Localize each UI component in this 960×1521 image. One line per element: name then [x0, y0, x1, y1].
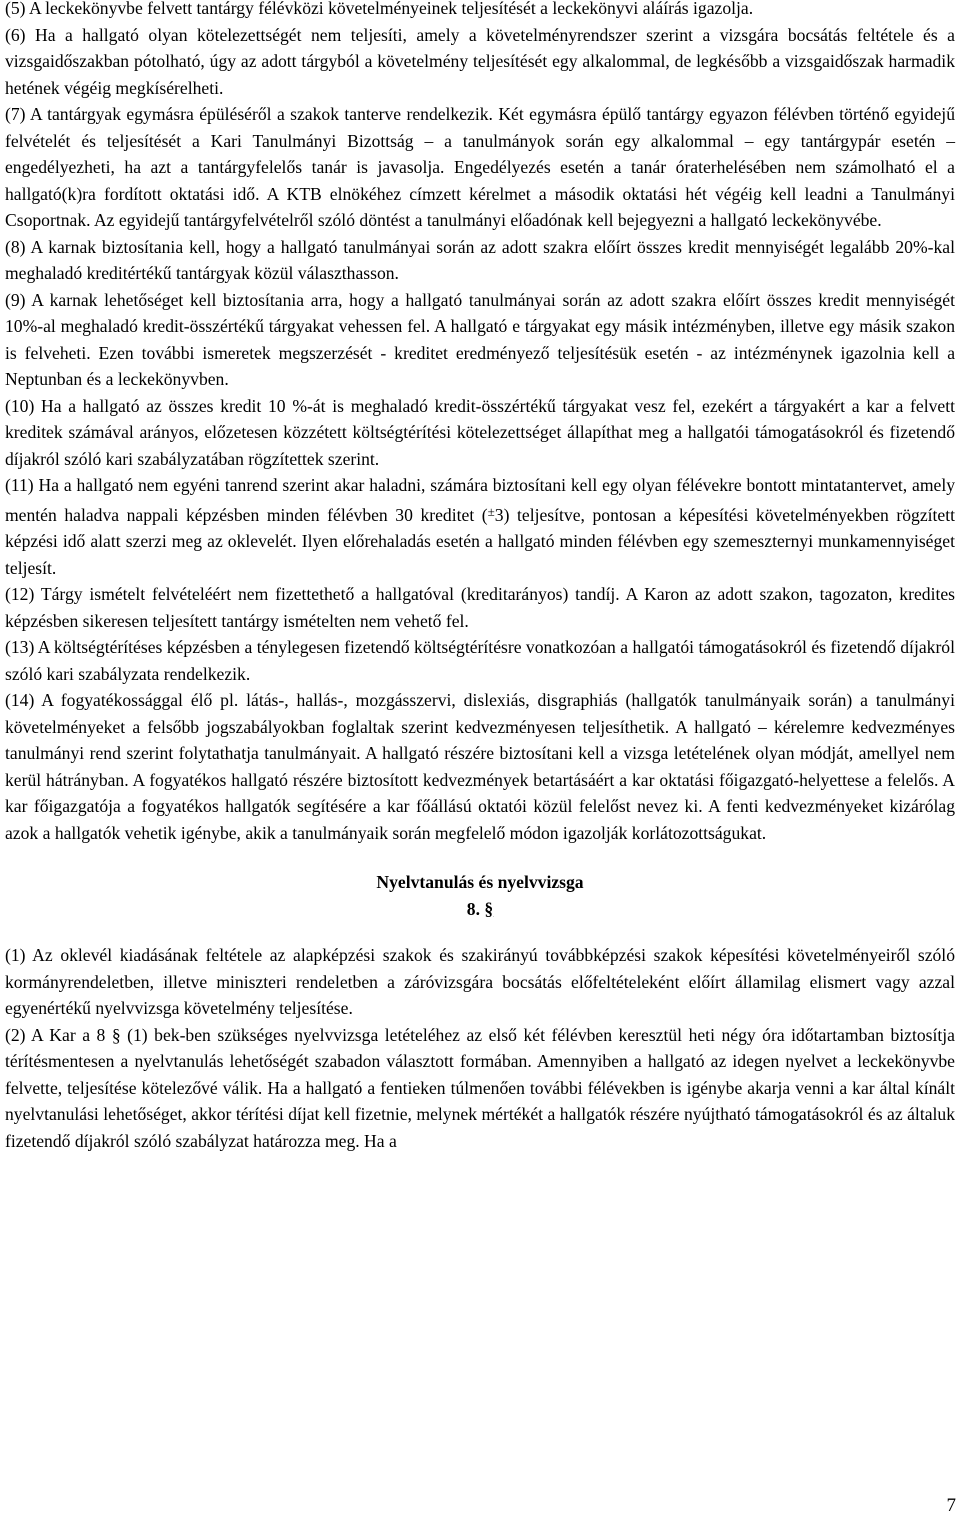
paragraph-6: (6) Ha a hallgató olyan kötelezettségét nem teljesíti, amely a követelményrendszer szerint a vizsgára bocsátás feltétele és a vizsgaidőszakban pótolható, úgy az adott tárgyból a követelmény teljesítését egy alkalommal, de legkésőbb a vizsgaidőszak harmadik hetének végéig megkísérelheti. [5, 24, 955, 98]
paragraph-11-part2: 3) teljesítve, pontosan a képesítési követelményekben rögzített képzési idő alatt szerzi meg az oklevelét. Ilyen előrehaladás esetén a hallgató minden félévben egy szemeszternyi munkamennyiséget teljesít. [5, 504, 955, 578]
paragraph-11 [5, 472, 955, 581]
section-symbol: § [484, 898, 494, 919]
plus-minus-sign: ± [487, 503, 495, 519]
paragraph-5: (5) A leckekönyvbe felvett tantárgy félévközi követelményeinek teljesítését a leckekönyvi aláírás igazolja. [5, 0, 754, 18]
paragraph-8: (8) A karnak biztosítania kell, hogy a hallgató tanulmányai során az adott szakra előírt összes kredit mennyiségét legalább 20%-kal meghaladó kreditértékű tantárgyak közül választhasson. [5, 236, 955, 283]
section-title: Nyelvtanulás és nyelvvizsga [376, 872, 584, 892]
section-paragraph-1: (1) Az oklevél kiadásának feltétele az alapképzési szakok és szakirányú továbbképzési szakok képesítési követelményeiről szóló kormányrendeletben, illetve miniszteri rendeletben a záróvizsgára bocsátás előfeltételeként előírt államilag elismert vagy azzal egyenértékű nyelvvizsga követelmény teljesítése. [5, 945, 955, 1018]
paragraph-13: (13) A költségtérítéses képzésben a ténylegesen fizetendő költségtérítésre vonatkozóan a hallgatói támogatásokról és fizetendő díjakról szóló kari szabályzata rendelkezik. [5, 637, 955, 684]
paragraph-9: (9) A karnak lehetőséget kell biztosítania arra, hogy a hallgató tanulmányai során az adott szakra előírt összes kredit mennyiségét 10%-al meghaladó kredit-összértékű tárgyakat vehessen fel. A hallgató e tárgyakat egy másik intézményben, illetve egy másik szakon is felveheti. Ezen további ismeretek megszerzését - kreditet eredményező teljesítésük esetén - az intézménynek igazolnia kell a Neptunban és a leckekönyvben. [5, 289, 955, 389]
document-page [5, 0, 955, 1154]
paragraph-7: (7) A tantárgyak egymásra épüléséről a szakok tanterve rendelkezik. Két egymásra épülő tantárgy egyazon félévben történő egyidejű felvételét és teljesítését a Kari Tanulmányi Bizottság – a tanulmányok során egy alkalommal – egy tantárgypár esetén – engedélyezheti, ha azt a tantárgyfelelős tanár is javasolja. Engedélyezés esetén a tanár óraterhelésében nem számolható el a hallgató(k)ra fordított oktatási idő. A KTB elnökéhez címzett kérelmet a második oktatási hét végéig kell leadni a Tanulmányi Csoportnak. Az egyidejű tantárgyfelvételről szóló döntést a tanulmányi előadónak kell bejegyezni a hallgató leckekönyvébe. [5, 104, 955, 230]
section-heading [5, 869, 955, 922]
paragraph-14: (14) A fogyatékossággal élő pl. látás-, hallás-, mozgásszervi, dislexiás, disgraphiás (hallgatók tanulmányaik során) a tanulmányi követelményeket a felsőbb jogszabályokban foglaltak szerint kedvezményesen teljesíthetik. A hallgató – kérelemre kedvezményes tanulmányi rend szerint folytathatja tanulmányait. A hallgató részére biztosítani kell a vizsga letételének olyan módját, amellyel nem kerül hátrányban. A fogyatékos hallgató részére biztosított kedvezmények betartásáért a kar oktatási főigazgató-helyettese a felelős. A kar főigazgatója a fogyatékos hallgatók segítésére a kar főállású oktatói közül felelőst nevez ki. A fenti kedvezményeket kizárólag azok a hallgatók vehetik igénybe, akik a tanulmányaik során megfelelő módon igazolják korlátozottságukat. [5, 690, 955, 843]
paragraph-12: (12) Tárgy ismételt felvételéért nem fizettethető a hallgatóval (kreditarányos) tandíj. A Karon az adott szakon, tagozaton, kredites képzésben sikeresen teljesített tantárgy ismételten nem vehető fel. [5, 584, 955, 631]
paragraph-10: (10) Ha a hallgató az összes kredit 10 %-át is meghaladó kredit-összértékű tárgyakat vesz fel, ezekért a tárgyakért a kar a felvett kreditek számával arányos, előzetesen közzétett költségtérítési kötelezettséget állapíthat meg a hallgatói támogatásokról és fizetendő díjakról szóló kari szabályzatában rögzítettek szerint. [5, 395, 955, 469]
paragraph-11-part1: (11) Ha a hallgató nem egyéni tanrend szerint akar haladni, számára biztosítani kell egy olyan félévekre bontott mintatantervet, amely mentén haladva nappali képzésben minden félévben 30 kreditet ( [5, 475, 955, 525]
section-paragraph-2: (2) A Kar a 8 § (1) bek-ben szükséges nyelvvizsga letételéhez az első két félévben keresztül heti négy óra időtartamban biztosítja térítésmentesen a nyelvtanulás lehetőségét szabadon választott formában. Amennyiben a hallgató az idegen nyelvet a leckekönyvbe felvette, teljesítése kötelezővé válik. Ha a hallgató a fentieken túlmenően további félévekben is igénybe akarja venni a kar által kínált nyelvtanulási lehetőséget, akkor térítési díjat kell fizetnie, melynek mértékét a hallgatók részére nyújtható támogatásokról és az általuk fizetendő díjakról szóló szabályzat határozza meg. Ha a [5, 1024, 955, 1151]
page-number: 7 [946, 1495, 956, 1516]
section-number: 8. [466, 898, 480, 919]
section-number-line [5, 896, 955, 923]
